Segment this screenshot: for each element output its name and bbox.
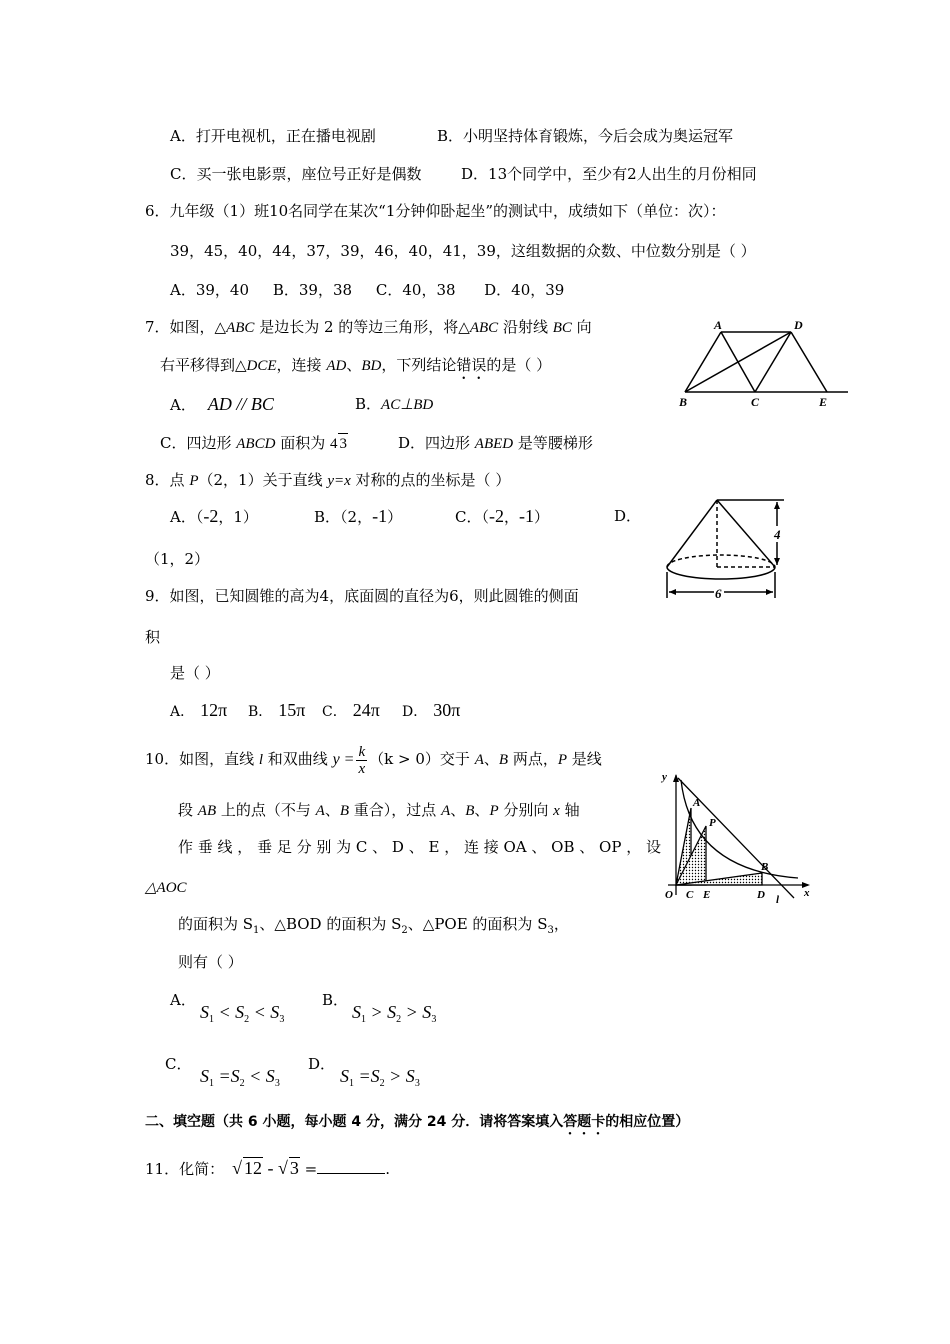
q6-options: A．39，40 B．39，38 C．40，38 D．40，39 (170, 281, 565, 299)
q7-figure (670, 315, 855, 410)
label-b: B (679, 395, 688, 409)
q10-stem: 10．如图，直线 l 和双曲线 y = $\frac{k}{x}$ （k > 0）交于 A、B 两点，P 是线 (145, 743, 602, 777)
q6-stem: 6．九年级（1）班10名同学在某次“1分钟仰卧起坐”的测试中，成绩如下（单位：次）： (145, 202, 726, 220)
fraction-k-over-x: $\frac{k}{x}$ (358, 743, 366, 777)
answer-blank[interactable] (317, 1161, 385, 1174)
q8-option-d-label: D． (614, 507, 642, 525)
q5-option-d: D．13个同学中，至少有2人出生的月份相同 (461, 165, 757, 183)
q10-line4: △AOC (145, 880, 187, 896)
cone-right-edge (717, 500, 775, 567)
q10-line6: 则有（ ） (178, 953, 243, 971)
q10-option-a-label: A． (170, 991, 196, 1009)
q10-option-b: $S_1 > S_2 > S_3$ (352, 1002, 437, 1025)
q7-option-d: D．四边形 ABED 是等腰梯形 (398, 434, 593, 452)
q9-figure (660, 490, 790, 605)
q8-option-d: （1，2） (145, 550, 210, 568)
q5-option-c: C．买一张电影票，座位号正好是偶数 (170, 165, 422, 183)
q10-option-d: $S_1 =S_2 > S_3$ (340, 1066, 420, 1089)
label-c: C (686, 889, 694, 901)
label-a: A (714, 318, 723, 332)
q7-option-a: A． AD // BC (170, 394, 274, 414)
q9-option-b: B． 15π (248, 700, 306, 720)
q6-data: 39，45，40，44，37，39，46，40，41，39，这组数据的众数、中位数分别是（ ） (170, 242, 756, 260)
label-l: l (776, 894, 780, 906)
q7-option-c: C．四边形 ABCD 面积为 4 3 (160, 434, 347, 452)
emphasis-wrong: 错误 (456, 356, 487, 374)
label-d: D (757, 889, 765, 901)
q9-option-a: A． 12π (170, 700, 228, 720)
axis-label-y: y (662, 771, 667, 783)
q9-stem: 9．如图，已知圆锥的高为4，底面圆的直径为6，则此圆锥的侧面 (145, 587, 579, 605)
q10-line3: 作 垂 线 ， 垂 足 分 别 为 C 、 D 、 E ， 连 接 OA 、 OB 、 OP ， 设 (178, 838, 661, 856)
section-2-heading: 二、填空题（共 6 小题，每小题 4 分，满分 24 分．请将答案填入答题卡的相应位置） (145, 1114, 690, 1130)
q10-option-a: $S_1 < S_2 < S_3$ (200, 1002, 285, 1025)
emphasis-answer-card: 答题卡 (563, 1114, 606, 1130)
q8-option-b: B．（2，-1） (314, 506, 403, 526)
q10-figure (658, 770, 818, 910)
q10-option-d-label: D． (308, 1055, 336, 1073)
label-c: C (751, 395, 760, 409)
label-b: B (761, 861, 769, 873)
q9-stem-2: 积 (145, 628, 161, 646)
q10-option-b-label: B． (322, 991, 349, 1009)
height-label: 4 (774, 527, 781, 542)
label-d: D (794, 318, 803, 332)
q9-option-c: C． 24π (322, 700, 380, 720)
q9-stem-3: 是（ ） (170, 664, 220, 682)
q8-option-c: C．（-2，-1） (455, 506, 550, 526)
label-a: A (693, 797, 701, 809)
q10-option-c: $S_1 =S_2 < S_3$ (200, 1066, 280, 1089)
label-p: P (709, 817, 716, 829)
q10-option-c-label: C． (165, 1055, 192, 1073)
base-back-arc (667, 555, 775, 567)
q10-line2: 段 AB 上的点（不与 A、B 重合），过点 A、B、P 分别向 x 轴 (178, 801, 580, 819)
q11: 11．化简： √ 12 - √ 3 = . (145, 1158, 390, 1178)
q7-option-b: B．AC⊥BD (355, 395, 434, 413)
label-e: E (703, 889, 711, 901)
label-o: O (665, 889, 673, 901)
q10-line5: 的面积为 $S_1$、△BOD 的面积为 $S_2$、△POE 的面积为 $S_3$， (178, 915, 569, 936)
axis-label-x: x (804, 887, 810, 899)
q8-option-a: A．（-2，1） (170, 506, 258, 526)
diameter-label: 6 (715, 586, 722, 601)
q7-stem-line2: 右平移得到△DCE，连接 AD、BD，下列结论错误的是（ ） (160, 356, 552, 374)
diagonal-bd (685, 332, 791, 392)
side-de (791, 332, 827, 392)
q5-option-b: B．小明坚持体育锻炼，今后会成为奥运冠军 (437, 127, 734, 145)
label-e: E (819, 395, 828, 409)
side-ab (685, 332, 721, 392)
q5-option-a: A．打开电视机，正在播电视剧 (170, 127, 376, 145)
q8-stem: 8．点 P（2，1）关于直线 y=x 对称的点的坐标是（ ） (145, 471, 511, 489)
q7-stem: 7．如图，△ABC 是边长为 2 的等边三角形，将△ABC 沿射线 BC 向 (145, 318, 592, 336)
base-front-arc (667, 567, 775, 579)
q9-option-d: D． 30π (402, 700, 461, 720)
side-dc (755, 332, 791, 392)
